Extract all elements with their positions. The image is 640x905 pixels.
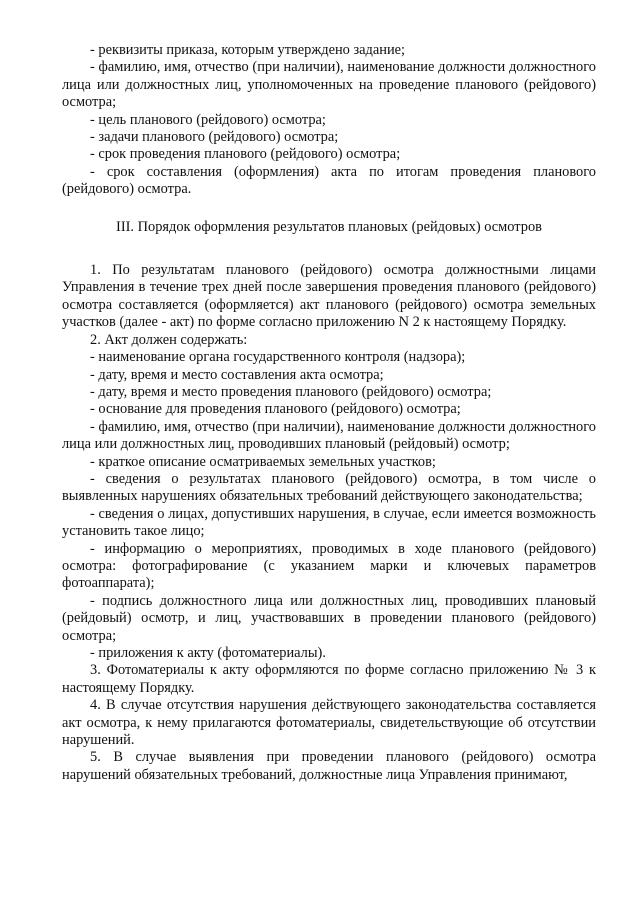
requisites-item: - реквизиты приказа, которым утверждено задание; xyxy=(90,42,406,58)
list-item: - краткое описание осматриваемых земельных участков; xyxy=(90,453,436,470)
list-item: - фамилию, имя, отчество (при наличии), наименование должности должностного лица или должностных лиц, проводивших плановый (рейдовый) осмотр; xyxy=(62,418,596,453)
list-item: - дату, время и место составления акта осмотра; xyxy=(90,366,384,383)
purpose-item: - цель планового (рейдового) осмотра; xyxy=(90,111,326,128)
officials-item: - фамилию, имя, отчество (при наличии), наименование должности должностного лица или должностных лиц, уполномоченных на проведение планового (рейдового) осмотра; xyxy=(62,59,596,111)
paragraph-5: 5. В случае выявления при проведении планового (рейдового) осмотра нарушений обязательных требований, должностные лица Управления принимают, xyxy=(62,749,596,783)
tasks-item: - задачи планового (рейдового) осмотра; xyxy=(90,129,339,146)
paragraph-4: 4. В случае отсутствия нарушения действующего законодательства составляется акт осмотра, к нему прилагаются фотоматериалы, свидетельствующие об отсутствии нарушений. xyxy=(62,697,596,749)
paragraph-1: 1. По результатам планового (рейдового) осмотра должностными лицами Управления в течение трех дней после завершения проведения планового (рейдового) осмотра составляется (оформляется) акт планового (рейдового) осмотра земельных участков (далее - акт) по форме согласно приложению N 2 к настоящему Порядку. xyxy=(62,262,596,331)
list-item: - подпись должностного лица или должностных лиц, проводивших плановый (рейдовый) осмотр, и лиц, участвовавших в проведении планового (рейдового) осмотра; xyxy=(62,592,596,644)
list-item: - основание для проведения планового (рейдового) осмотра; xyxy=(90,401,461,418)
act-term-item: - срок составления (оформления) акта по итогам проведения планового (рейдового) осмотра. xyxy=(62,163,596,198)
document-page xyxy=(62,42,596,784)
paragraph-3: 3. Фотоматериалы к акту оформляются по форме согласно приложению № 3 к настоящему Порядку. xyxy=(62,662,596,696)
section-heading: III. Порядок оформления результатов плановых (рейдовых) осмотров xyxy=(116,218,542,235)
inspection-term-item: - срок проведения планового (рейдового) осмотра; xyxy=(90,146,401,163)
list-item: - сведения о лицах, допустивших нарушения, в случае, если имеется возможность установить такое лицо; xyxy=(62,505,596,540)
list-item: - приложения к акту (фотоматериалы). xyxy=(90,645,326,661)
list-item: - сведения о результатах планового (рейдового) осмотра, в том числе о выявленных нарушениях обязательных требований действующего законодательства; xyxy=(62,470,596,505)
paragraph-2: 2. Акт должен содержать: xyxy=(90,331,248,348)
list-item: - дату, время и место проведения планового (рейдового) осмотра; xyxy=(90,383,492,400)
list-item: - наименование органа государственного контроля (надзора); xyxy=(90,349,466,366)
list-item: - информацию о мероприятиях, проводимых в ходе планового (рейдового) осмотра: фотографирование (с указанием марки и ключевых параметров фотоаппарата); xyxy=(62,540,596,592)
